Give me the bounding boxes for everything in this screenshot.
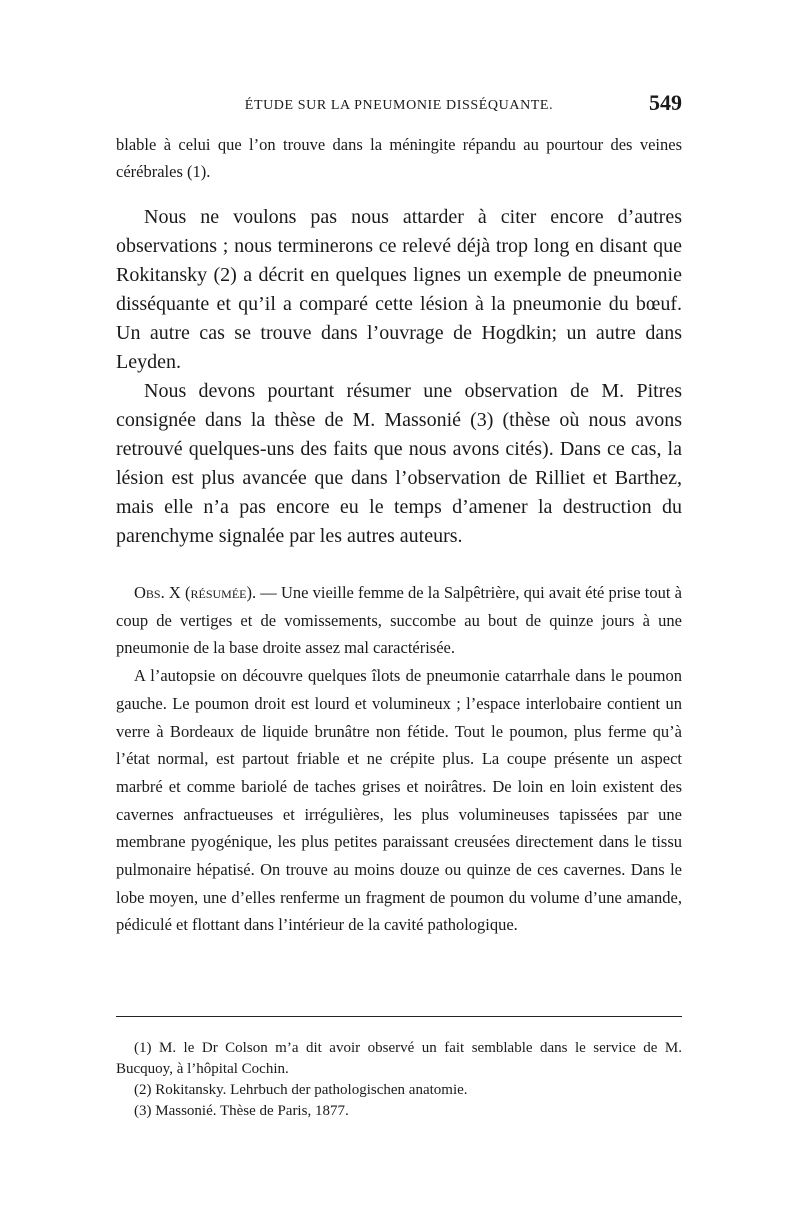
running-title: ÉTUDE SUR LA PNEUMONIE DISSÉQUANTE.	[244, 98, 554, 113]
body-text	[116, 132, 682, 939]
footnote-1: (1) M. le Dr Colson m’a dit avoir observé un fait semblable dans le service de M. Bucquoy, à l’hôpital Cochin.	[116, 1040, 682, 1077]
footnote-3: (3) Massonié. Thèse de Paris, 1877.	[134, 1103, 349, 1119]
observation-paragraph-2: A l’autopsie on découvre quelques îlots de pneumonie catarrhale dans le poumon gauche. Le poumon droit est lourd et volumineux ; l’espace interlobaire contient un verre à Bordeaux de liquide brunâtre non fétide. Tout le poumon, plus ferme qu’à l’état normal, est partout friable et ne crépite plus. La coupe présente un aspect marbré et comme bariolé de taches grises et noirâtres. De loin en loin existent des cavernes anfractueuses et irrégulières, les plus volumineuses tapissées par une membrane pyogénique, les plus petites paraissant creusées directement dans le tissu pulmonaire hépatisé. On trouve au moins douze ou quinze de ces cavernes. Dans le lobe moyen, une d’elles renferme un fragment de poumon du volume d’une amande, pédiculé et flottant dans l’intérieur de la cavité pathologique.	[116, 666, 682, 935]
page-number: 549	[649, 90, 682, 115]
paragraph-pitres: Nous devons pourtant résumer une observation de M. Pitres consignée dans la thèse de M. Massonié (3) (thèse où nous avons retrouvé quelques-uns des faits que nous avons cités). Dans ce cas, la lésion est plus avancée que dans l’observation de Rilliet et Barthez, mais elle n’a pas encore eu le temps d’amener la destruction du parenchyme signalée par les autres auteurs.	[116, 380, 682, 547]
footnote-separator	[116, 1016, 682, 1017]
observation-paragraph-1	[116, 579, 682, 662]
observation-label: Obs. X (résumée).	[134, 583, 257, 602]
page-header	[116, 90, 682, 120]
carryover-paragraph: blable à celui que l’on trouve dans la méningite répandu au pourtour des veines cérébrales (1).	[116, 135, 682, 181]
paragraph-rokitansky: Nous ne voulons pas nous attarder à citer encore d’autres observations ; nous terminerons ce relevé déjà trop long en disant que Rokitansky (2) a décrit en quelques lignes un exemple de pneumonie disséquante et qu’il a comparé cette lésion à la pneumonie du bœuf. Un autre cas se trouve dans l’ouvrage de Hogdkin; un autre dans Leyden.	[116, 206, 682, 373]
footnotes	[116, 1038, 682, 1122]
observation-text: — Une vieille femme de la Salpêtrière, qui avait été prise tout à coup de vertiges et de vomissements, succombe au bout de quinze jours à une pneumonie de la base droite assez mal caractérisée.	[116, 583, 682, 658]
footnote-2: (2) Rokitansky. Lehrbuch der pathologischen anatomie.	[134, 1082, 468, 1098]
